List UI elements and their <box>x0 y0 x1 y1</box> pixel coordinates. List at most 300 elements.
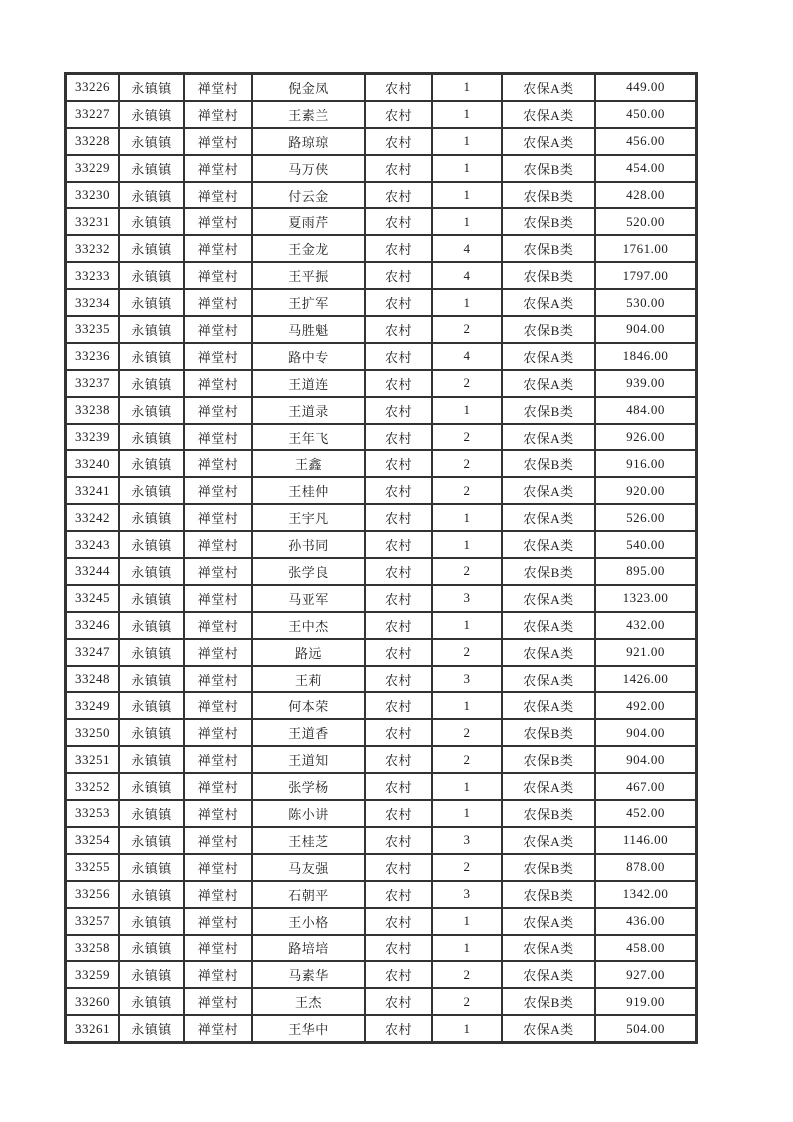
cell-village: 禅堂村 <box>184 961 252 988</box>
cell-amount: 1846.00 <box>595 343 696 370</box>
cell-person-name: 王素兰 <box>252 101 365 128</box>
cell-serial-number: 33261 <box>66 1015 119 1042</box>
cell-amount: 450.00 <box>595 101 696 128</box>
table-row <box>66 128 696 155</box>
table-row <box>66 477 696 504</box>
cell-town: 永镇镇 <box>119 504 184 531</box>
cell-person-name: 王道香 <box>252 719 365 746</box>
cell-person-name: 倪金凤 <box>252 74 365 101</box>
cell-insurance-type: 农保B类 <box>502 881 595 908</box>
cell-insurance-type: 农保B类 <box>502 208 595 235</box>
cell-person-count: 1 <box>432 908 502 935</box>
cell-category: 农村 <box>365 397 432 424</box>
cell-person-count: 1 <box>432 773 502 800</box>
cell-person-name: 马胜魁 <box>252 316 365 343</box>
table-row <box>66 450 696 477</box>
cell-insurance-type: 农保A类 <box>502 128 595 155</box>
cell-person-count: 2 <box>432 316 502 343</box>
cell-amount: 458.00 <box>595 935 696 962</box>
cell-amount: 921.00 <box>595 639 696 666</box>
cell-category: 农村 <box>365 585 432 612</box>
table-row <box>66 881 696 908</box>
cell-category: 农村 <box>365 182 432 209</box>
cell-village: 禅堂村 <box>184 316 252 343</box>
cell-town: 永镇镇 <box>119 800 184 827</box>
cell-category: 农村 <box>365 128 432 155</box>
cell-insurance-type: 农保A类 <box>502 1015 595 1042</box>
cell-person-name: 王杰 <box>252 988 365 1015</box>
table-row <box>66 746 696 773</box>
cell-amount: 1342.00 <box>595 881 696 908</box>
cell-person-count: 4 <box>432 343 502 370</box>
cell-town: 永镇镇 <box>119 128 184 155</box>
table-row <box>66 101 696 128</box>
cell-person-count: 3 <box>432 585 502 612</box>
table-row <box>66 235 696 262</box>
cell-serial-number: 33244 <box>66 558 119 585</box>
cell-amount: 484.00 <box>595 397 696 424</box>
cell-town: 永镇镇 <box>119 155 184 182</box>
cell-village: 禅堂村 <box>184 477 252 504</box>
cell-category: 农村 <box>365 1015 432 1042</box>
cell-insurance-type: 农保B类 <box>502 316 595 343</box>
cell-insurance-type: 农保A类 <box>502 935 595 962</box>
cell-insurance-type: 农保B类 <box>502 182 595 209</box>
cell-town: 永镇镇 <box>119 773 184 800</box>
cell-town: 永镇镇 <box>119 262 184 289</box>
table-row <box>66 370 696 397</box>
table-row <box>66 585 696 612</box>
cell-town: 永镇镇 <box>119 692 184 719</box>
cell-amount: 916.00 <box>595 450 696 477</box>
cell-village: 禅堂村 <box>184 639 252 666</box>
cell-person-count: 2 <box>432 558 502 585</box>
cell-serial-number: 33255 <box>66 854 119 881</box>
table-row <box>66 504 696 531</box>
cell-serial-number: 33228 <box>66 128 119 155</box>
cell-village: 禅堂村 <box>184 397 252 424</box>
cell-serial-number: 33249 <box>66 692 119 719</box>
cell-insurance-type: 农保A类 <box>502 101 595 128</box>
cell-person-name: 王莉 <box>252 666 365 693</box>
cell-serial-number: 33243 <box>66 531 119 558</box>
cell-person-count: 2 <box>432 854 502 881</box>
cell-person-count: 1 <box>432 74 502 101</box>
table-row <box>66 639 696 666</box>
cell-village: 禅堂村 <box>184 558 252 585</box>
cell-town: 永镇镇 <box>119 531 184 558</box>
cell-town: 永镇镇 <box>119 854 184 881</box>
cell-town: 永镇镇 <box>119 343 184 370</box>
cell-person-name: 孙书同 <box>252 531 365 558</box>
cell-insurance-type: 农保B类 <box>502 746 595 773</box>
table-row <box>66 343 696 370</box>
table-row <box>66 666 696 693</box>
cell-person-count: 1 <box>432 128 502 155</box>
cell-person-count: 2 <box>432 639 502 666</box>
cell-town: 永镇镇 <box>119 612 184 639</box>
cell-insurance-type: 农保A类 <box>502 639 595 666</box>
cell-village: 禅堂村 <box>184 746 252 773</box>
cell-person-count: 1 <box>432 504 502 531</box>
cell-person-name: 陈小讲 <box>252 800 365 827</box>
cell-insurance-type: 农保A类 <box>502 531 595 558</box>
cell-serial-number: 33258 <box>66 935 119 962</box>
cell-insurance-type: 农保B类 <box>502 155 595 182</box>
cell-person-count: 1 <box>432 182 502 209</box>
cell-insurance-type: 农保B类 <box>502 800 595 827</box>
cell-category: 农村 <box>365 612 432 639</box>
cell-person-count: 4 <box>432 262 502 289</box>
cell-person-count: 1 <box>432 1015 502 1042</box>
cell-town: 永镇镇 <box>119 74 184 101</box>
cell-village: 禅堂村 <box>184 988 252 1015</box>
cell-insurance-type: 农保A类 <box>502 370 595 397</box>
cell-person-count: 2 <box>432 746 502 773</box>
cell-category: 农村 <box>365 773 432 800</box>
cell-insurance-type: 农保A类 <box>502 343 595 370</box>
cell-serial-number: 33245 <box>66 585 119 612</box>
cell-town: 永镇镇 <box>119 558 184 585</box>
cell-town: 永镇镇 <box>119 424 184 451</box>
cell-insurance-type: 农保A类 <box>502 666 595 693</box>
cell-insurance-type: 农保A类 <box>502 424 595 451</box>
cell-person-count: 3 <box>432 881 502 908</box>
cell-person-name: 王道录 <box>252 397 365 424</box>
table-row <box>66 182 696 209</box>
cell-serial-number: 33242 <box>66 504 119 531</box>
table-row <box>66 155 696 182</box>
cell-village: 禅堂村 <box>184 719 252 746</box>
cell-person-count: 2 <box>432 424 502 451</box>
cell-town: 永镇镇 <box>119 101 184 128</box>
cell-person-name: 马素华 <box>252 961 365 988</box>
cell-person-name: 路远 <box>252 639 365 666</box>
cell-category: 农村 <box>365 316 432 343</box>
cell-serial-number: 33260 <box>66 988 119 1015</box>
cell-category: 农村 <box>365 504 432 531</box>
cell-serial-number: 33238 <box>66 397 119 424</box>
cell-category: 农村 <box>365 988 432 1015</box>
cell-insurance-type: 农保B类 <box>502 719 595 746</box>
cell-amount: 904.00 <box>595 746 696 773</box>
cell-category: 农村 <box>365 827 432 854</box>
cell-person-count: 2 <box>432 961 502 988</box>
cell-person-name: 王平振 <box>252 262 365 289</box>
cell-person-name: 王小格 <box>252 908 365 935</box>
table-row <box>66 397 696 424</box>
cell-person-name: 路培培 <box>252 935 365 962</box>
cell-amount: 927.00 <box>595 961 696 988</box>
cell-village: 禅堂村 <box>184 370 252 397</box>
cell-amount: 1426.00 <box>595 666 696 693</box>
cell-person-count: 1 <box>432 800 502 827</box>
cell-category: 农村 <box>365 908 432 935</box>
cell-town: 永镇镇 <box>119 1015 184 1042</box>
cell-serial-number: 33256 <box>66 881 119 908</box>
table-row <box>66 854 696 881</box>
cell-serial-number: 33231 <box>66 208 119 235</box>
cell-category: 农村 <box>365 719 432 746</box>
cell-serial-number: 33234 <box>66 289 119 316</box>
cell-insurance-type: 农保B类 <box>502 988 595 1015</box>
table-row <box>66 692 696 719</box>
cell-person-name: 王年飞 <box>252 424 365 451</box>
table-row <box>66 988 696 1015</box>
cell-person-name: 马友强 <box>252 854 365 881</box>
cell-person-count: 1 <box>432 208 502 235</box>
cell-serial-number: 33233 <box>66 262 119 289</box>
cell-person-count: 1 <box>432 612 502 639</box>
cell-category: 农村 <box>365 666 432 693</box>
cell-insurance-type: 农保A类 <box>502 585 595 612</box>
cell-town: 永镇镇 <box>119 666 184 693</box>
cell-insurance-type: 农保A类 <box>502 827 595 854</box>
cell-person-count: 2 <box>432 988 502 1015</box>
cell-category: 农村 <box>365 262 432 289</box>
cell-village: 禅堂村 <box>184 800 252 827</box>
cell-amount: 920.00 <box>595 477 696 504</box>
cell-town: 永镇镇 <box>119 961 184 988</box>
cell-category: 农村 <box>365 370 432 397</box>
cell-person-name: 夏雨芹 <box>252 208 365 235</box>
cell-insurance-type: 农保A类 <box>502 289 595 316</box>
cell-town: 永镇镇 <box>119 827 184 854</box>
cell-serial-number: 33246 <box>66 612 119 639</box>
cell-amount: 428.00 <box>595 182 696 209</box>
cell-amount: 904.00 <box>595 316 696 343</box>
cell-person-name: 王宇凡 <box>252 504 365 531</box>
cell-serial-number: 33230 <box>66 182 119 209</box>
cell-insurance-type: 农保A类 <box>502 908 595 935</box>
cell-town: 永镇镇 <box>119 585 184 612</box>
cell-person-name: 王桂仲 <box>252 477 365 504</box>
cell-amount: 530.00 <box>595 289 696 316</box>
cell-village: 禅堂村 <box>184 424 252 451</box>
cell-category: 农村 <box>365 881 432 908</box>
cell-amount: 449.00 <box>595 74 696 101</box>
cell-category: 农村 <box>365 477 432 504</box>
table-row <box>66 424 696 451</box>
cell-person-name: 王扩军 <box>252 289 365 316</box>
cell-town: 永镇镇 <box>119 450 184 477</box>
cell-village: 禅堂村 <box>184 908 252 935</box>
table-row <box>66 1015 696 1042</box>
table-row <box>66 800 696 827</box>
cell-insurance-type: 农保B类 <box>502 397 595 424</box>
cell-serial-number: 33257 <box>66 908 119 935</box>
cell-village: 禅堂村 <box>184 262 252 289</box>
cell-category: 农村 <box>365 558 432 585</box>
cell-person-count: 2 <box>432 719 502 746</box>
cell-person-count: 3 <box>432 666 502 693</box>
cell-category: 农村 <box>365 235 432 262</box>
cell-amount: 1797.00 <box>595 262 696 289</box>
cell-village: 禅堂村 <box>184 692 252 719</box>
table-row <box>66 719 696 746</box>
cell-amount: 939.00 <box>595 370 696 397</box>
cell-serial-number: 33259 <box>66 961 119 988</box>
cell-person-name: 王金龙 <box>252 235 365 262</box>
cell-amount: 520.00 <box>595 208 696 235</box>
cell-category: 农村 <box>365 101 432 128</box>
cell-amount: 1323.00 <box>595 585 696 612</box>
cell-village: 禅堂村 <box>184 289 252 316</box>
cell-category: 农村 <box>365 935 432 962</box>
cell-amount: 452.00 <box>595 800 696 827</box>
cell-village: 禅堂村 <box>184 74 252 101</box>
cell-village: 禅堂村 <box>184 128 252 155</box>
cell-insurance-type: 农保B类 <box>502 450 595 477</box>
cell-village: 禅堂村 <box>184 450 252 477</box>
cell-serial-number: 33250 <box>66 719 119 746</box>
cell-person-count: 3 <box>432 827 502 854</box>
cell-person-name: 付云金 <box>252 182 365 209</box>
cell-category: 农村 <box>365 208 432 235</box>
benefits-table-grid <box>64 72 698 1044</box>
cell-person-name: 石朝平 <box>252 881 365 908</box>
cell-serial-number: 33227 <box>66 101 119 128</box>
table-row <box>66 773 696 800</box>
cell-person-name: 路中专 <box>252 343 365 370</box>
cell-insurance-type: 农保B类 <box>502 558 595 585</box>
cell-person-count: 1 <box>432 101 502 128</box>
cell-insurance-type: 农保A类 <box>502 773 595 800</box>
table-row <box>66 827 696 854</box>
cell-category: 农村 <box>365 424 432 451</box>
cell-amount: 540.00 <box>595 531 696 558</box>
cell-village: 禅堂村 <box>184 1015 252 1042</box>
cell-category: 农村 <box>365 961 432 988</box>
cell-serial-number: 33232 <box>66 235 119 262</box>
cell-village: 禅堂村 <box>184 531 252 558</box>
cell-amount: 526.00 <box>595 504 696 531</box>
cell-serial-number: 33226 <box>66 74 119 101</box>
cell-village: 禅堂村 <box>184 343 252 370</box>
cell-town: 永镇镇 <box>119 477 184 504</box>
cell-insurance-type: 农保A类 <box>502 612 595 639</box>
cell-amount: 895.00 <box>595 558 696 585</box>
cell-town: 永镇镇 <box>119 235 184 262</box>
cell-amount: 1146.00 <box>595 827 696 854</box>
cell-serial-number: 33237 <box>66 370 119 397</box>
cell-town: 永镇镇 <box>119 370 184 397</box>
cell-serial-number: 33235 <box>66 316 119 343</box>
cell-person-count: 2 <box>432 450 502 477</box>
cell-person-count: 2 <box>432 477 502 504</box>
cell-person-name: 马万侠 <box>252 155 365 182</box>
cell-town: 永镇镇 <box>119 639 184 666</box>
benefits-table <box>64 72 694 1044</box>
cell-town: 永镇镇 <box>119 289 184 316</box>
cell-serial-number: 33248 <box>66 666 119 693</box>
cell-town: 永镇镇 <box>119 935 184 962</box>
cell-category: 农村 <box>365 639 432 666</box>
cell-person-count: 4 <box>432 235 502 262</box>
cell-amount: 919.00 <box>595 988 696 1015</box>
cell-category: 农村 <box>365 155 432 182</box>
cell-person-count: 1 <box>432 935 502 962</box>
cell-village: 禅堂村 <box>184 827 252 854</box>
cell-village: 禅堂村 <box>184 666 252 693</box>
cell-insurance-type: 农保B类 <box>502 854 595 881</box>
cell-village: 禅堂村 <box>184 101 252 128</box>
cell-insurance-type: 农保B类 <box>502 235 595 262</box>
cell-amount: 904.00 <box>595 719 696 746</box>
cell-town: 永镇镇 <box>119 719 184 746</box>
cell-serial-number: 33229 <box>66 155 119 182</box>
cell-insurance-type: 农保A类 <box>502 692 595 719</box>
cell-person-name: 张学良 <box>252 558 365 585</box>
cell-category: 农村 <box>365 746 432 773</box>
cell-serial-number: 33254 <box>66 827 119 854</box>
cell-town: 永镇镇 <box>119 397 184 424</box>
cell-insurance-type: 农保A类 <box>502 504 595 531</box>
cell-person-name: 王华中 <box>252 1015 365 1042</box>
cell-person-name: 王鑫 <box>252 450 365 477</box>
cell-person-name: 何本荣 <box>252 692 365 719</box>
cell-person-name: 王中杰 <box>252 612 365 639</box>
cell-insurance-type: 农保A类 <box>502 961 595 988</box>
cell-category: 农村 <box>365 289 432 316</box>
cell-town: 永镇镇 <box>119 908 184 935</box>
cell-amount: 878.00 <box>595 854 696 881</box>
cell-amount: 492.00 <box>595 692 696 719</box>
cell-person-name: 路琼琼 <box>252 128 365 155</box>
table-row <box>66 558 696 585</box>
cell-person-name: 马亚军 <box>252 585 365 612</box>
table-row <box>66 289 696 316</box>
cell-village: 禅堂村 <box>184 155 252 182</box>
cell-category: 农村 <box>365 450 432 477</box>
cell-person-name: 王道连 <box>252 370 365 397</box>
cell-village: 禅堂村 <box>184 881 252 908</box>
cell-village: 禅堂村 <box>184 504 252 531</box>
cell-amount: 436.00 <box>595 908 696 935</box>
cell-serial-number: 33239 <box>66 424 119 451</box>
cell-amount: 432.00 <box>595 612 696 639</box>
table-row <box>66 262 696 289</box>
cell-insurance-type: 农保A类 <box>502 74 595 101</box>
cell-category: 农村 <box>365 692 432 719</box>
cell-serial-number: 33236 <box>66 343 119 370</box>
cell-serial-number: 33247 <box>66 639 119 666</box>
cell-village: 禅堂村 <box>184 854 252 881</box>
cell-village: 禅堂村 <box>184 935 252 962</box>
cell-village: 禅堂村 <box>184 585 252 612</box>
table-row <box>66 74 696 101</box>
cell-person-count: 1 <box>432 155 502 182</box>
cell-town: 永镇镇 <box>119 988 184 1015</box>
cell-category: 农村 <box>365 854 432 881</box>
table-row <box>66 316 696 343</box>
cell-village: 禅堂村 <box>184 612 252 639</box>
cell-person-name: 王桂芝 <box>252 827 365 854</box>
table-row <box>66 961 696 988</box>
cell-person-count: 1 <box>432 692 502 719</box>
table-row <box>66 908 696 935</box>
cell-village: 禅堂村 <box>184 208 252 235</box>
cell-person-count: 1 <box>432 397 502 424</box>
table-row <box>66 208 696 235</box>
cell-town: 永镇镇 <box>119 316 184 343</box>
cell-person-name: 王道知 <box>252 746 365 773</box>
cell-amount: 456.00 <box>595 128 696 155</box>
cell-serial-number: 33252 <box>66 773 119 800</box>
cell-town: 永镇镇 <box>119 208 184 235</box>
cell-serial-number: 33253 <box>66 800 119 827</box>
cell-category: 农村 <box>365 531 432 558</box>
